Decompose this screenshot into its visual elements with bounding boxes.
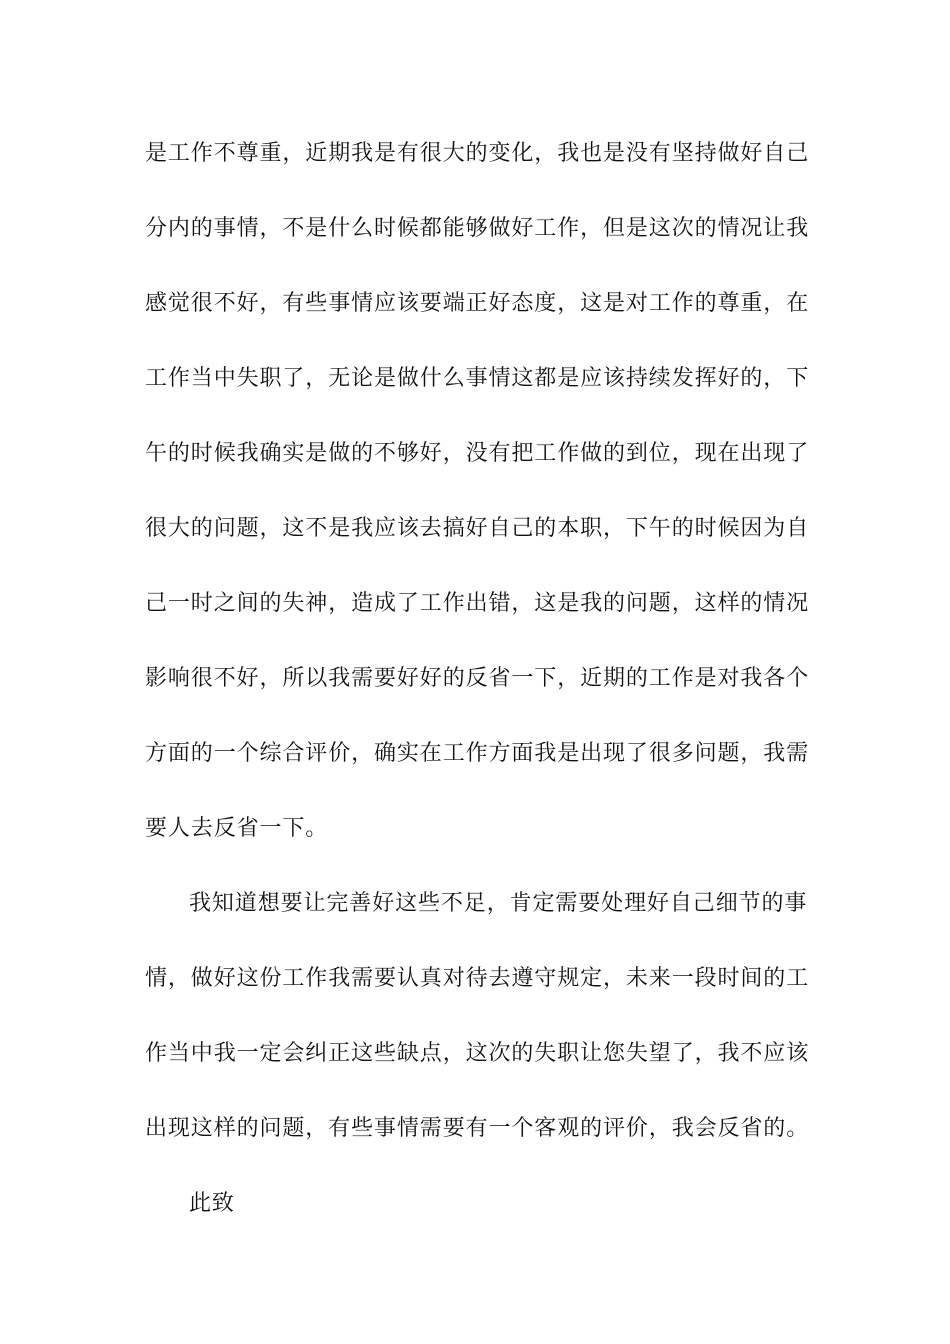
text-line: 午的时候我确实是做的不够好，没有把工作做的到位，现在出现了	[145, 441, 810, 466]
text-line: 分内的事情，不是什么时候都能够做好工作，但是这次的情况让我	[145, 216, 810, 241]
text-line: 很大的问题，这不是我应该去搞好自己的本职，下午的时候因为自	[145, 516, 810, 541]
paragraph-start-line: 我知道想要让完善好这些不足，肯定需要处理好自己细节的事	[189, 891, 808, 916]
text-line: 是工作不尊重，近期我是有很大的变化，我也是没有坚持做好自己	[145, 141, 810, 166]
text-line: 工作当中失职了，无论是做什么事情这都是应该持续发挥好的，下	[145, 366, 810, 391]
text-line: 己一时之间的失神，造成了工作出错，这是我的问题，这样的情况	[145, 591, 810, 616]
text-line: 情，做好这份工作我需要认真对待去遵守规定，未来一段时间的工	[145, 966, 810, 991]
text-line: 要人去反省一下。	[145, 816, 329, 841]
text-line: 作当中我一定会纠正这些缺点，这次的失职让您失望了，我不应该	[145, 1041, 810, 1066]
text-line: 方面的一个综合评价，确实在工作方面我是出现了很多问题，我需	[145, 741, 810, 766]
text-line: 出现这样的问题，有些事情需要有一个客观的评价，我会反省的。	[145, 1116, 810, 1141]
text-line: 感觉很不好，有些事情应该要端正好态度，这是对工作的尊重，在	[145, 291, 810, 316]
document-body	[145, 130, 825, 1255]
closing-salutation: 此致	[189, 1191, 235, 1216]
text-line: 影响很不好，所以我需要好好的反省一下，近期的工作是对我各个	[145, 666, 810, 691]
